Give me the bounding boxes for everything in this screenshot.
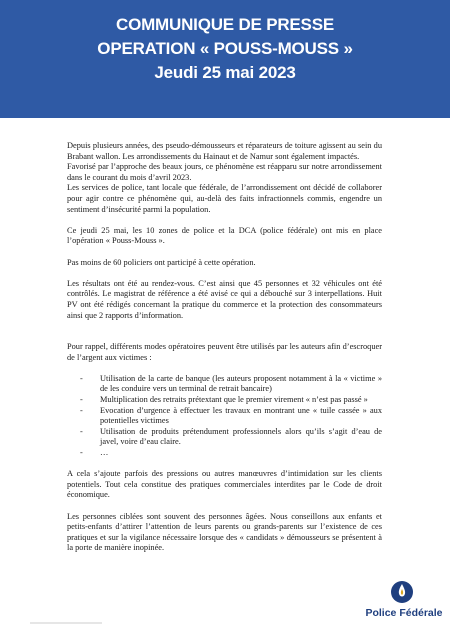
paragraph-collaboration: Les services de police, tant locale que fédérale, de l’arrondissement ont décidé de collaborer pour agir contre ce phénomène qui, au-delà des faits infractionnels commis, engendre un sentiment d’insécurité parmi la population. [67, 183, 382, 214]
modus-list [67, 374, 382, 459]
paragraph-results: Les résultats ont été au rendez-vous. C’est ainsi que 45 personnes et 32 véhicules ont été contrôlés. Le magistrat de référence a été avisé ce qui a débouché sur 3 interpellations. Huit PV ont été rédigés concernant la pratique du commerce et la protection des consommateurs ainsi que 2 rapports d’information. [67, 278, 382, 320]
paragraph-advice: Les personnes ciblées sont souvent des personnes âgées. Nous conseillons aux enfants et petits-enfants d’attirer l’attention de leurs parents ou grands-parents sur l’existence de ces pratiques et sur la vigilance nécessaire lorsque des « candidats » démousseurs se présentent à la porte de manière inopinée. [67, 511, 382, 553]
paragraph-season: Favorisé par l’approche des beaux jours, ce phénomène est réapparu sur notre arrondissement dans le courant du mois d’avril 2023. [67, 162, 382, 182]
paragraph-intro: Depuis plusieurs années, des pseudo-démousseurs et réparateurs de toiture agissent au sein du Brabant wallon. Les arrondissements du Hainaut et de Namur sont également impactés. [67, 141, 382, 161]
list-item: - Multiplication des retraits prétextant que le premier virement « n’est pas passé » [80, 395, 368, 405]
press-release-header [0, 0, 450, 118]
paragraph-officers: Pas moins de 60 policiers ont participé à cette opération. [67, 257, 256, 267]
paragraph-modus-intro: Pour rappel, différents modes opératoires peuvent être utilisés par les auteurs afin d’escroquer de l’argent aux victimes : [67, 342, 382, 362]
police-federale-logo [362, 580, 446, 624]
police-flame-logo-icon [390, 580, 414, 604]
list-item: - … [80, 448, 109, 458]
header-operation: OPERATION « POUSS-MOUSS » [97, 39, 353, 58]
press-release-body [67, 141, 382, 565]
paragraph-pressure: A cela s’ajoute parfois des pressions ou autres manœuvres d’intimidation sur les clients potentiels. Tout cela constitue des pratiques commerciales interdites par le Code de droit économique. [67, 469, 382, 500]
header-date: Jeudi 25 mai 2023 [154, 63, 296, 82]
header-title: COMMUNIQUE DE PRESSE [116, 15, 334, 34]
list-item: - Utilisation de produits prétendument professionnels alors qu’ils s’agit d’eau de javel, voire d’eau claire. [80, 426, 382, 447]
logo-name: Police Fédérale [365, 607, 443, 619]
paragraph-operation: Ce jeudi 25 mai, les 10 zones de police et la DCA (police fédérale) ont mis en place l’opération « Pouss-Mouss ». [67, 225, 382, 246]
list-item: - Utilisation de la carte de banque (les auteurs proposent notamment à la « victime » de les conduire vers un terminal de retrait bancaire) [80, 373, 382, 394]
footer-divider [30, 622, 102, 624]
list-item: - Evocation d’urgence à effectuer les travaux en montrant une « tuile cassée » aux potentielles victimes [80, 405, 382, 426]
